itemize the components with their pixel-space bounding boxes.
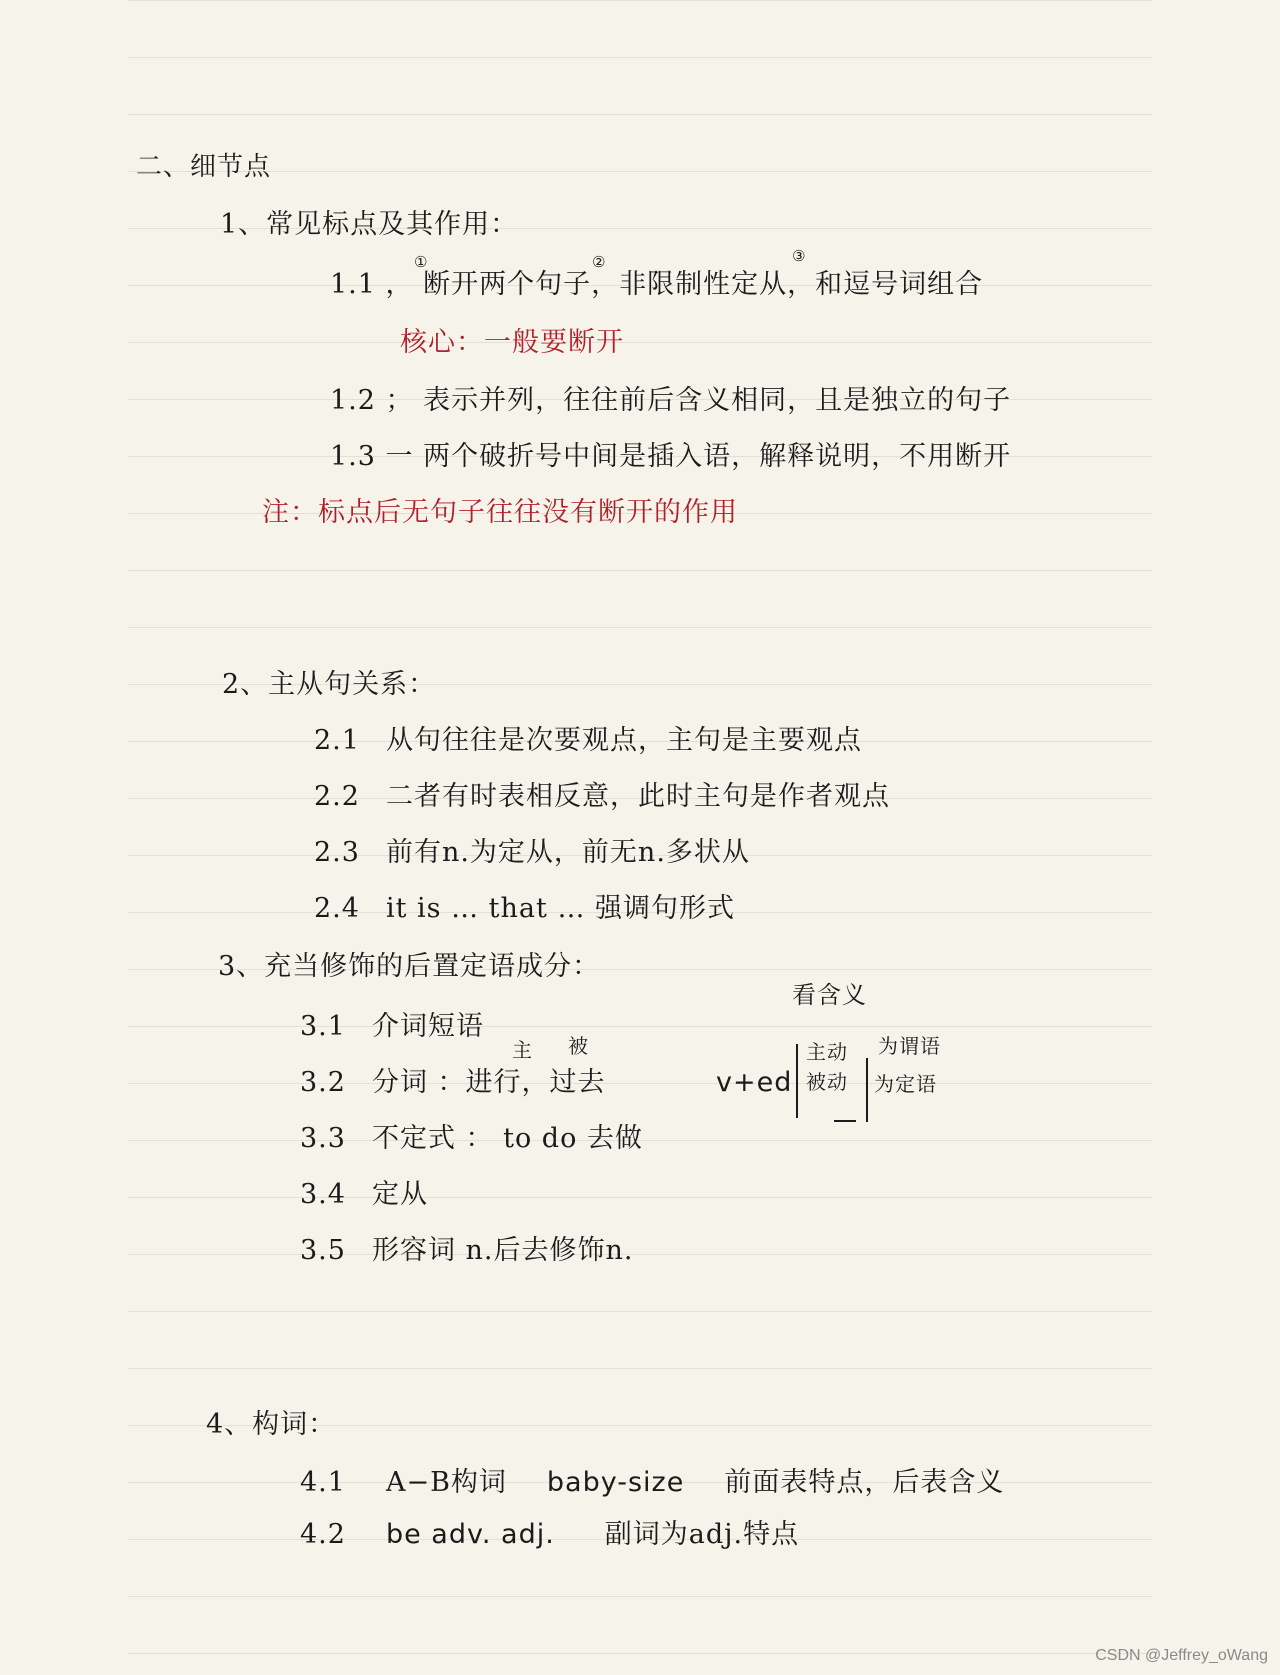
punctuation-core-note: 核心：一般要断开	[400, 327, 624, 358]
postmod-item-5-num: 3.5	[300, 1235, 346, 1266]
side-note-right-bracket	[866, 1058, 868, 1122]
side-note-meaning: 看含义	[792, 981, 867, 1009]
clauses-item-4	[314, 892, 735, 926]
compound-item-2-term: be adv. adj.	[385, 1519, 555, 1550]
punctuation-item-2: 1.2 ； 表示并列，往往前后含义相同，且是独立的句子	[330, 385, 1012, 416]
side-note-passive: 被动	[806, 1070, 848, 1094]
clauses-item-3-num: 2.3	[314, 837, 360, 868]
clauses-item-1-num: 2.1	[314, 725, 360, 756]
compound-heading: 4、构词：	[206, 1409, 337, 1440]
clauses-item-2	[314, 780, 890, 814]
clauses-item-1	[314, 724, 862, 758]
compound-item-1-term: A−B构词	[385, 1467, 507, 1498]
postmod-item-3-text: 不定式 ： to do 去做	[371, 1123, 643, 1154]
punctuation-heading: 1、常见标点及其作用：	[220, 209, 519, 240]
postmod-item-3	[300, 1122, 643, 1156]
postmod-item-1-num: 3.1	[300, 1011, 346, 1042]
postmod-item-1-text: 介词短语	[371, 1011, 484, 1042]
clauses-item-3	[314, 836, 750, 870]
postmod-above-active: 主	[512, 1038, 533, 1062]
punctuation-item-3: 1.3 一 两个破折号中间是插入语，解释说明，不用断开	[330, 441, 1012, 472]
clauses-item-4-num: 2.4	[314, 893, 360, 924]
section-title: 二、细节点	[136, 152, 272, 182]
circled-1: ①	[414, 253, 428, 271]
clauses-item-2-num: 2.2	[314, 781, 360, 812]
postmod-item-2	[300, 1066, 606, 1100]
clauses-item-2-text: 二者有时表相反意，此时主句是作者观点	[385, 781, 890, 812]
punctuation-item-1: 1.1 ， 断开两个句子，非限制性定从，和逗号词组合	[330, 269, 984, 300]
compound-item-2-num: 4.2	[300, 1519, 346, 1550]
postmod-item-2-text: 分词 ：进行，过去	[371, 1067, 606, 1098]
postmod-item-4	[300, 1178, 428, 1212]
postmod-item-5-text: 形容词 n.后去修饰n.	[371, 1235, 634, 1266]
paper-margin-left	[0, 0, 128, 1675]
side-note-ved: v+ed	[716, 1067, 793, 1098]
postmod-item-5	[300, 1234, 633, 1268]
side-note-attributive: 为定语	[874, 1072, 937, 1096]
postmod-item-4-num: 3.4	[300, 1179, 346, 1210]
postmod-item-1	[300, 1010, 484, 1044]
postmod-above-passive: 被	[568, 1034, 589, 1058]
compound-item-1-num: 4.1	[300, 1467, 346, 1498]
clauses-item-4-text: it is … that … 强调句形式	[385, 893, 736, 924]
clauses-heading: 2、主从句关系：	[222, 669, 437, 700]
side-note-predicate: 为谓语	[878, 1034, 941, 1058]
csdn-watermark: CSDN @Jeffrey_oWang	[1095, 1647, 1268, 1664]
postmod-heading: 3、充当修饰的后置定语成分：	[218, 951, 601, 982]
compound-item-2-desc: 副词为adj.特点	[604, 1519, 800, 1550]
postmod-item-3-num: 3.3	[300, 1123, 346, 1154]
compound-item-1	[300, 1466, 1004, 1500]
punctuation-note: 注：标点后无句子往往没有断开的作用	[262, 497, 738, 528]
side-note-bottom-stroke	[834, 1120, 856, 1122]
compound-item-2	[300, 1518, 799, 1552]
side-note-left-bracket	[796, 1044, 798, 1118]
paper-margin-right	[1152, 0, 1280, 1675]
compound-item-1-desc: 前面表特点，后表含义	[724, 1467, 1005, 1498]
postmod-item-2-num: 3.2	[300, 1067, 346, 1098]
clauses-item-1-text: 从句往往是次要观点，主句是主要观点	[385, 725, 862, 756]
clauses-item-3-text: 前有n.为定从，前无n.多状从	[385, 837, 750, 868]
side-note-active: 主动	[806, 1040, 848, 1064]
circled-3: ③	[792, 247, 806, 265]
postmod-item-4-text: 定从	[371, 1179, 428, 1210]
compound-item-1-example: baby-size	[546, 1467, 685, 1498]
circled-2: ②	[592, 253, 606, 271]
